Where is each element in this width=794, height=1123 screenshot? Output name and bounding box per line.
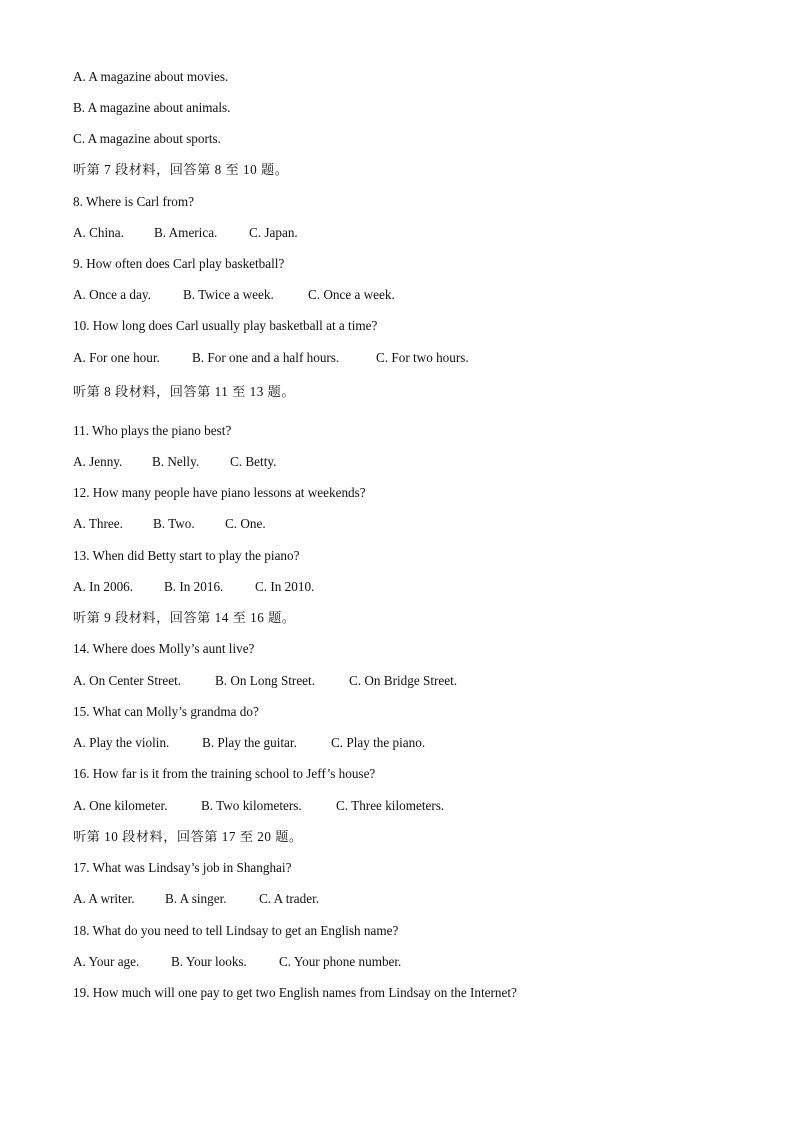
options-row-15	[73, 735, 425, 751]
option-a: A. Once a day.	[73, 287, 151, 302]
options-row-12	[73, 516, 266, 532]
question-16: 16. How far is it from the training school to Jeff’s house?	[73, 766, 376, 781]
option-a: A. Play the violin.	[73, 735, 170, 750]
question-11: 11. Who plays the piano best?	[73, 423, 232, 438]
section-heading: 听第 8 段材料，回答第 11 至 13 题。	[73, 384, 296, 399]
options-row-13	[73, 579, 314, 595]
option-line: A. A magazine about movies.	[73, 69, 229, 84]
options-row-14	[73, 673, 457, 689]
question-17: 17. What was Lindsay’s job in Shanghai?	[73, 860, 292, 875]
option-c: C. In 2010.	[255, 579, 315, 594]
options-row-18	[73, 954, 401, 970]
question-14: 14. Where does Molly’s aunt live?	[73, 641, 255, 656]
option-b: B. For one and a half hours.	[192, 350, 340, 365]
question-8: 8. Where is Carl from?	[73, 194, 194, 209]
option-c: C. Once a week.	[308, 287, 395, 302]
question-9: 9. How often does Carl play basketball?	[73, 256, 285, 271]
option-b: B. Your looks.	[171, 954, 247, 969]
question-10: 10. How long does Carl usually play basketball at a time?	[73, 318, 378, 333]
option-c: C. For two hours.	[376, 350, 469, 365]
option-c: C. Betty.	[230, 454, 277, 469]
options-row-16	[73, 798, 444, 814]
options-row-8	[73, 225, 298, 241]
option-b: B. On Long Street.	[215, 673, 315, 688]
option-b: B. Play the guitar.	[202, 735, 297, 750]
options-row-11	[73, 454, 276, 470]
option-b: B. Two.	[153, 516, 195, 531]
options-row-9	[73, 287, 395, 303]
option-a: A. Your age.	[73, 954, 140, 969]
options-row-17	[73, 891, 319, 907]
option-a: A. One kilometer.	[73, 798, 168, 813]
option-b: B. Twice a week.	[183, 287, 274, 302]
option-line: B. A magazine about animals.	[73, 100, 231, 115]
option-c: C. Your phone number.	[279, 954, 402, 969]
option-c: C. On Bridge Street.	[349, 673, 458, 688]
option-c: C. One.	[225, 516, 266, 531]
option-c: C. A trader.	[259, 891, 320, 906]
question-15: 15. What can Molly’s grandma do?	[73, 704, 259, 719]
option-c: C. Three kilometers.	[336, 798, 445, 813]
options-row-10	[73, 350, 469, 366]
option-a: A. Three.	[73, 516, 123, 531]
option-a: A. China.	[73, 225, 124, 240]
question-12: 12. How many people have piano lessons at weekends?	[73, 485, 366, 500]
option-b: B. Nelly.	[152, 454, 200, 469]
section-heading: 听第 10 段材料，回答第 17 至 20 题。	[73, 829, 303, 844]
option-b: B. A singer.	[165, 891, 227, 906]
question-13: 13. When did Betty start to play the piano?	[73, 548, 300, 563]
option-b: B. America.	[154, 225, 218, 240]
option-c: C. Japan.	[249, 225, 298, 240]
question-18: 18. What do you need to tell Lindsay to get an English name?	[73, 923, 399, 938]
section-heading: 听第 9 段材料，回答第 14 至 16 题。	[73, 610, 296, 625]
option-line: C. A magazine about sports.	[73, 131, 221, 146]
option-a: A. For one hour.	[73, 350, 160, 365]
option-a: A. On Center Street.	[73, 673, 182, 688]
option-b: B. Two kilometers.	[201, 798, 302, 813]
option-a: A. Jenny.	[73, 454, 123, 469]
option-b: B. In 2016.	[164, 579, 224, 594]
option-a: A. A writer.	[73, 891, 135, 906]
option-a: A. In 2006.	[73, 579, 134, 594]
question-19: 19. How much will one pay to get two English names from Lindsay on the Internet?	[73, 985, 517, 1000]
section-heading: 听第 7 段材料，回答第 8 至 10 题。	[73, 162, 289, 177]
option-c: C. Play the piano.	[331, 735, 426, 750]
